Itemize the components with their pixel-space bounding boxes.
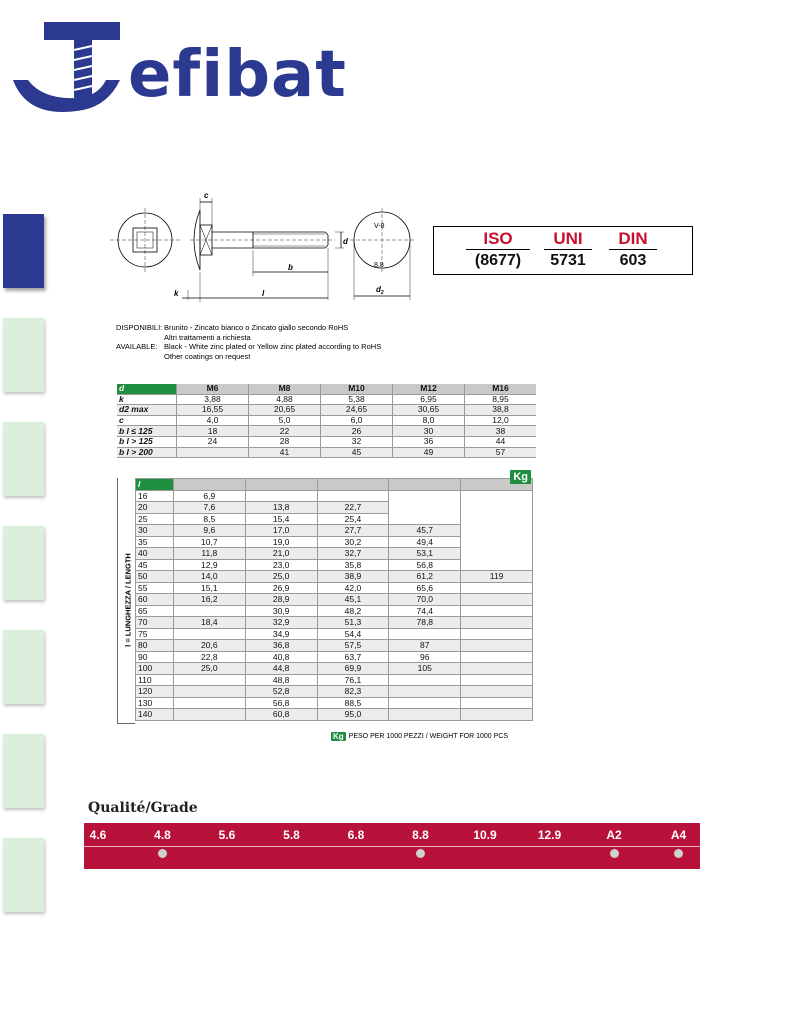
weight-cell: 38,9 [317,571,389,583]
table-row: c 4,0 5,0 6,0 8,0 12,0 [117,415,536,426]
weight-cell: 105 [389,663,461,675]
table-row [136,617,533,629]
dim-c-label: c [204,191,209,200]
weight-cell: 42,0 [317,582,389,594]
weight-cell [461,617,533,629]
weight-cell [389,628,461,640]
standard-iso: ISO (8677) [466,229,530,271]
side-tab-5[interactable] [3,630,44,704]
grade-label: 5.6 [218,828,236,842]
weight-cell [389,674,461,686]
dim-k-label: k [174,289,179,298]
weight-cell: 49,4 [389,536,461,548]
grade-label: 5.8 [283,828,300,842]
grade-available-dot-icon [416,849,425,858]
weight-cell [389,686,461,698]
dimensions-table [117,384,536,458]
length-axis-label: l = LUNGHEZZA / LENGTH [117,478,135,724]
weight-cell: 70,0 [389,594,461,606]
table-row [136,502,533,514]
weight-cell: 10,7 [173,536,245,548]
length-cell: 35 [136,536,174,548]
grade-item [457,823,513,847]
table-row [136,536,533,548]
weight-cell: 52,8 [245,686,317,698]
weight-cell: 44,8 [245,663,317,675]
weight-cell: 34,9 [245,628,317,640]
weight-cell [461,628,533,640]
weight-cell [389,513,461,525]
weight-cell: 69,9 [317,663,389,675]
table-row [136,571,533,583]
weight-cell [173,674,245,686]
weight-cell: 54,4 [317,628,389,640]
weight-cell [461,513,533,525]
weight-cell: 95,0 [317,709,389,721]
weights-table [135,478,533,721]
length-cell: 65 [136,605,174,617]
grade-label: 10.9 [473,828,497,842]
weight-cell [461,490,533,502]
marking-88: 8.8 [374,262,384,269]
side-tab-7[interactable] [3,838,44,912]
weight-cell [461,536,533,548]
grade-label: 8.8 [412,828,429,842]
grade-available-dot-icon [674,849,683,858]
weight-cell: 9,6 [173,525,245,537]
weight-cell [461,559,533,571]
weight-cell: 96 [389,651,461,663]
length-cell: 80 [136,640,174,652]
length-cell: 25 [136,513,174,525]
weight-cell: 56,8 [389,559,461,571]
weight-cell [173,709,245,721]
grade-item [328,823,384,847]
length-cell: 50 [136,571,174,583]
grade-label: A2 [606,828,622,842]
dim-b-label: b [288,263,293,272]
weight-cell [461,640,533,652]
weight-cell: 60,8 [245,709,317,721]
length-cell: 16 [136,490,174,502]
length-cell: 110 [136,674,174,686]
weight-cell: 17,0 [245,525,317,537]
weight-cell: 48,8 [245,674,317,686]
weight-cell [461,663,533,675]
table-row [136,548,533,560]
weight-cell: 25,4 [317,513,389,525]
grade-item [393,823,449,858]
length-cell: 130 [136,697,174,709]
table-row [136,651,533,663]
weight-cell: 40,8 [245,651,317,663]
weight-cell: 22,7 [317,502,389,514]
length-cell: 40 [136,548,174,560]
side-tab-3[interactable] [3,422,44,496]
weight-cell: 23,0 [245,559,317,571]
weight-cell: 53,1 [389,548,461,560]
weight-cell [245,490,317,502]
weight-cell [173,686,245,698]
weight-cell: 7,6 [173,502,245,514]
weight-cell: 25,0 [173,663,245,675]
table-row [136,605,533,617]
weight-cell: 14,0 [173,571,245,583]
weight-cell: 87 [389,640,461,652]
weight-cell: 20,6 [173,640,245,652]
standard-din: DIN 603 [609,229,657,271]
table-row: k 3,88 4,88 5,38 6,95 8,95 [117,394,536,405]
weight-cell: 28,9 [245,594,317,606]
weight-cell: 48,2 [317,605,389,617]
weight-cell: 82,3 [317,686,389,698]
weight-cell: 56,8 [245,697,317,709]
length-cell: 45 [136,559,174,571]
grade-item [199,823,255,847]
weight-cell: 16,2 [173,594,245,606]
weight-cell [461,582,533,594]
weight-cell: 19,0 [245,536,317,548]
length-cell: 90 [136,651,174,663]
grade-title: Qualité/Grade [88,800,198,816]
length-cell: 20 [136,502,174,514]
availability-text: DISPONIBILI: Brunito - Zincato bianco o Zincato giallo secondo RoHS Altri trattamenti a richiesta AVAILABLE: Black - White zinc plated or Yellow zinc plated according to RoHS Other coatings on request [116,323,382,361]
weight-cell: 15,4 [245,513,317,525]
table-row [136,674,533,686]
weight-cell: 45,1 [317,594,389,606]
weight-cell [389,502,461,514]
grade-label: 6.8 [347,828,365,842]
weight-cell: 12,9 [173,559,245,571]
weight-cell: 36,8 [245,640,317,652]
weight-kg-icon: Kg [510,470,531,484]
weights-header-row [136,479,533,491]
weight-cell [461,502,533,514]
weight-cell: 30,9 [245,605,317,617]
weight-cell [389,709,461,721]
weight-cell: 32,7 [317,548,389,560]
weight-cell [461,525,533,537]
weight-cell: 51,3 [317,617,389,629]
table-row: d2 max 16,55 20,65 24,65 30,65 38,8 [117,405,536,416]
weight-cell: 6,9 [173,490,245,502]
table-row [136,594,533,606]
weight-cell: 30,2 [317,536,389,548]
marking-v8: V-8 [374,223,385,230]
weight-note: Kg PESO PER 1000 PEZZI / WEIGHT FOR 1000 PCS [333,732,509,741]
dimensions-header-row: d M6 M8 M10 M12 M16 [117,384,536,394]
grade-item [522,823,578,847]
table-row [136,709,533,721]
table-row [136,628,533,640]
table-row [136,686,533,698]
weight-cell: 65,6 [389,582,461,594]
grade-item [264,823,320,847]
weight-cell [173,697,245,709]
weight-cell: 26,9 [245,582,317,594]
kg-icon: Kg [333,732,344,741]
weight-cell: 63,7 [317,651,389,663]
table-row: b l ≤ 125 18 22 26 30 38 [117,426,536,437]
table-row: b l > 125 24 28 32 36 44 [117,436,536,447]
weight-cell [317,490,389,502]
side-tab-1[interactable] [3,214,44,288]
weight-cell: 21,0 [245,548,317,560]
weight-cell: 25,0 [245,571,317,583]
weight-cell [461,686,533,698]
side-tab-4[interactable] [3,526,44,600]
weight-cell: 76,1 [317,674,389,686]
standards-box [433,226,693,275]
weight-cell: 11,8 [173,548,245,560]
weight-cell: 18,4 [173,617,245,629]
weight-cell [389,490,461,502]
standard-uni: UNI 5731 [544,229,592,271]
table-row [136,697,533,709]
weight-cell: 15,1 [173,582,245,594]
weight-cell: 8,5 [173,513,245,525]
length-cell: 60 [136,594,174,606]
grade-item [586,823,642,858]
grade-label: 12.9 [537,828,562,842]
table-row [136,525,533,537]
table-row [136,490,533,502]
weight-cell [173,605,245,617]
weight-cell: 119 [461,571,533,583]
weight-cell [389,697,461,709]
weight-cell: 78,8 [389,617,461,629]
grade-label: 4.8 [154,828,171,842]
grade-label: A4 [670,828,687,842]
grade-available-dot-icon [158,849,167,858]
weight-cell: 57,5 [317,640,389,652]
length-cell: 100 [136,663,174,675]
length-cell: 75 [136,628,174,640]
table-row [136,559,533,571]
grade-item [651,823,707,858]
length-cell: 120 [136,686,174,698]
weight-cell: 27,7 [317,525,389,537]
side-tab-2[interactable] [3,318,44,392]
weight-cell: 45,7 [389,525,461,537]
weight-cell: 61,2 [389,571,461,583]
table-row [136,663,533,675]
weight-cell: 35,8 [317,559,389,571]
dim-d2-label: $d_2$ [376,285,384,296]
weight-cell: 22,8 [173,651,245,663]
bolt-technical-drawing [110,188,425,303]
table-row [136,582,533,594]
weight-cell: 32,9 [245,617,317,629]
weight-cell: 74,4 [389,605,461,617]
grade-available-dot-icon [610,849,619,858]
company-logo [8,10,347,120]
length-cell: 70 [136,617,174,629]
length-cell: 140 [136,709,174,721]
weight-cell [461,697,533,709]
grade-label: 4.6 [89,828,107,842]
logo-text: efibat [128,38,347,112]
weight-cell [461,674,533,686]
table-row [136,640,533,652]
length-header: l [136,479,174,491]
screw-logo-icon [8,10,138,120]
length-cell: 55 [136,582,174,594]
table-row [136,513,533,525]
grade-item [70,823,126,847]
table-row: b l > 200 41 45 49 57 [117,447,536,458]
length-cell: 30 [136,525,174,537]
dim-l-label: l [262,289,265,298]
weight-cell [461,651,533,663]
grade-item [135,823,191,858]
side-tab-6[interactable] [3,734,44,808]
grade-bar [84,823,700,869]
weight-cell [461,709,533,721]
weight-cell: 13,8 [245,502,317,514]
weight-cell [461,548,533,560]
weight-cell [173,628,245,640]
dim-d-label: d [343,237,348,246]
weight-cell: 88,5 [317,697,389,709]
weight-cell [461,594,533,606]
weight-cell [461,605,533,617]
